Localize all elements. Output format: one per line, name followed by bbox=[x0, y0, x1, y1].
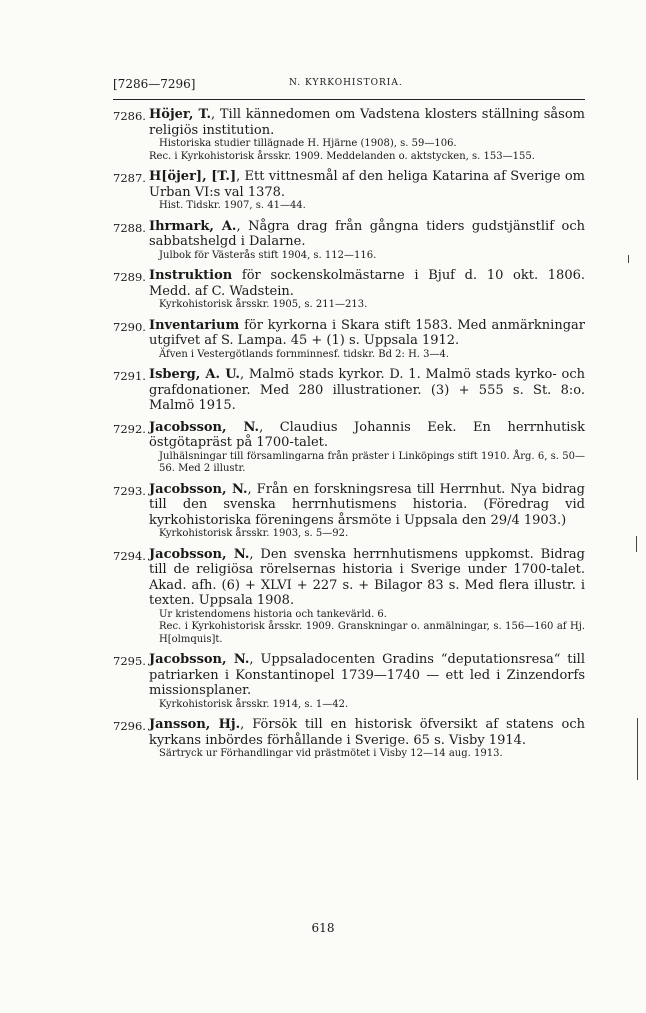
bibliography-entry bbox=[113, 268, 585, 312]
entry-title: , Försök till en historisk öfversikt af statens och kyrkans inbördes förhållande i Sverige. 65 s. Visby 1914. bbox=[149, 717, 585, 748]
entry-note: Kyrkohistorisk årsskr. 1903, s. 5—92. bbox=[159, 528, 349, 539]
entry-citation bbox=[149, 717, 585, 748]
entry-title: , Claudius Johannis Eek. En herrnhutisk östgötapräst på 1700-talet. bbox=[149, 419, 585, 450]
entry-citation bbox=[149, 318, 585, 349]
entry-title: , Några drag från gångna tiders gudstjänstlif och sabbatshelgd i Dalarne. bbox=[149, 218, 585, 249]
bibliography-entry bbox=[113, 482, 585, 541]
entry-author: Jacobsson, N. bbox=[149, 481, 248, 497]
bibliography-entry bbox=[113, 169, 585, 213]
scan-mark bbox=[628, 255, 629, 263]
entry-number: 7293. bbox=[113, 483, 146, 498]
entry-author: Jacobsson, N. bbox=[149, 419, 260, 435]
entry-note: Ur kristendomens historia och tankevärld. 6. bbox=[159, 608, 387, 620]
entry-number: 7290. bbox=[113, 319, 146, 334]
scan-mark bbox=[636, 536, 637, 552]
entry-title: , Till kännedomen om Vadstena klosters ställning såsom religiös institution. bbox=[149, 107, 585, 138]
entry-note: Julhälsningar till församlingarna från präster i Linköpings stift 1910. Årg. 6, s. 50—56. Med 2 illustr. bbox=[159, 450, 585, 474]
entry-number: 7286. bbox=[113, 109, 146, 123]
entry-citation bbox=[149, 652, 585, 699]
entry-number: 7295. bbox=[113, 654, 146, 668]
entry-author: Jacobsson, N. bbox=[149, 546, 250, 562]
entry-note: Kyrkohistorisk årsskr. 1905, s. 211—213. bbox=[159, 299, 368, 310]
bibliography-entry bbox=[113, 318, 585, 362]
entry-title: , Från en forskningsresa till Herrnhut. Nya bidrag till den svenska herrnhutismens historia. (Föredrag vid kyrkohistoriska föreningens årsmöte i Uppsala den 29/4 1903.) bbox=[149, 481, 586, 528]
section-title: N. KYRKOHISTORIA. bbox=[289, 78, 403, 88]
entry-number: 7292. bbox=[113, 421, 146, 436]
header-rule bbox=[113, 99, 585, 100]
entry-number: 7291. bbox=[113, 369, 146, 383]
entry-title: för kyrkorna i Skara stift 1583. Med anmärkningar utgifvet af S. Lampa. 45 + (1) s. Uppsala 1912. bbox=[149, 317, 585, 348]
entry-citation bbox=[149, 219, 585, 250]
bibliography-entry bbox=[113, 717, 585, 761]
entry-note: Historiska studier tillägnade H. Hjärne (1908), s. 59—106. bbox=[159, 138, 457, 149]
entry-number: 7296. bbox=[113, 719, 146, 733]
entry-citation bbox=[149, 547, 585, 609]
entry-author: H[öjer], [T.] bbox=[149, 169, 237, 184]
scan-mark bbox=[637, 718, 638, 780]
entry-note: Julbok för Västerås stift 1904, s. 112—116. bbox=[159, 249, 377, 261]
entry-citation bbox=[149, 482, 585, 529]
bibliography-entry bbox=[113, 367, 585, 414]
entry-number: 7289. bbox=[113, 270, 146, 284]
entry-number: 7288. bbox=[113, 220, 146, 235]
entry-author: Inventarium bbox=[149, 317, 240, 333]
entry-note: Särtryck ur Förhandlingar vid prästmötet i Visby 12—14 aug. 1913. bbox=[159, 748, 503, 759]
entry-author: Höjer, T. bbox=[149, 107, 212, 122]
entry-citation bbox=[149, 268, 585, 299]
bibliography-entry bbox=[113, 420, 585, 476]
entry-range: [7286—7296] bbox=[113, 77, 196, 91]
bibliography-entry bbox=[113, 547, 585, 647]
entry-title: , Ett vittnesmål af den heliga Katarina af Sverige om Urban VI:s val 1378. bbox=[149, 169, 585, 200]
entry-citation bbox=[149, 367, 585, 414]
entry-citation bbox=[149, 420, 585, 451]
bibliography-entry bbox=[113, 107, 585, 163]
entry-note: Äfven i Vestergötlands fornminnesf. tidskr. Bd 2: H. 3—4. bbox=[159, 348, 450, 360]
page-header bbox=[113, 77, 585, 95]
bibliography-list bbox=[113, 107, 585, 767]
entry-note: Hist. Tidskr. 1907, s. 41—44. bbox=[159, 200, 306, 211]
entry-title: för sockenskolmästarne i Bjuf d. 10 okt. 1806. Medd. af C. Wadstein. bbox=[149, 268, 585, 299]
bibliography-entry bbox=[113, 219, 585, 263]
entry-citation bbox=[149, 169, 585, 200]
entry-author: Isberg, A. U. bbox=[149, 367, 240, 382]
entry-title: , Uppsaladocenten Gradins “deputationsresa“ till patriarken i Konstantinopel 1739—1740 — ett led i Zinzendorfs missionsplaner. bbox=[149, 652, 586, 698]
entry-number: 7294. bbox=[113, 548, 146, 563]
entry-note: Kyrkohistorisk årsskr. 1914, s. 1—42. bbox=[159, 698, 349, 710]
entry-author: Jacobsson, N. bbox=[149, 652, 250, 667]
entry-note: Rec. i Kyrkohistorisk årsskr. 1909. Granskningar o. anmälningar, s. 156—160 af Hj. H[olmquis]t. bbox=[159, 621, 585, 645]
page-number: 618 bbox=[311, 921, 335, 935]
entry-author: Instruktion bbox=[149, 268, 233, 283]
entry-author: Ihrmark, A. bbox=[149, 218, 237, 234]
entry-title: , Malmö stads kyrkor. D. 1. Malmö stads kyrko- och grafdonationer. Med 280 illustrationer. (3) + 555 s. St. 8:o. Malmö 1915. bbox=[149, 367, 586, 413]
bibliography-entry bbox=[113, 652, 585, 711]
entry-citation bbox=[149, 107, 585, 138]
entry-title: , Den svenska herrnhutismens uppkomst. Bidrag till de religiösa rörelsernas historia i Sverige under 1700-talet. Akad. afh. (6) + XLVI + 227 s. + Bilagor 83 s. Med flera illustr. i texten. Uppsala 1908. bbox=[149, 546, 585, 608]
entry-author: Jansson, Hj. bbox=[149, 717, 241, 732]
entry-note: Rec. i Kyrkohistorisk årsskr. 1909. Meddelanden o. aktstycken, s. 153—155. bbox=[149, 150, 535, 162]
entry-number: 7287. bbox=[113, 171, 146, 185]
